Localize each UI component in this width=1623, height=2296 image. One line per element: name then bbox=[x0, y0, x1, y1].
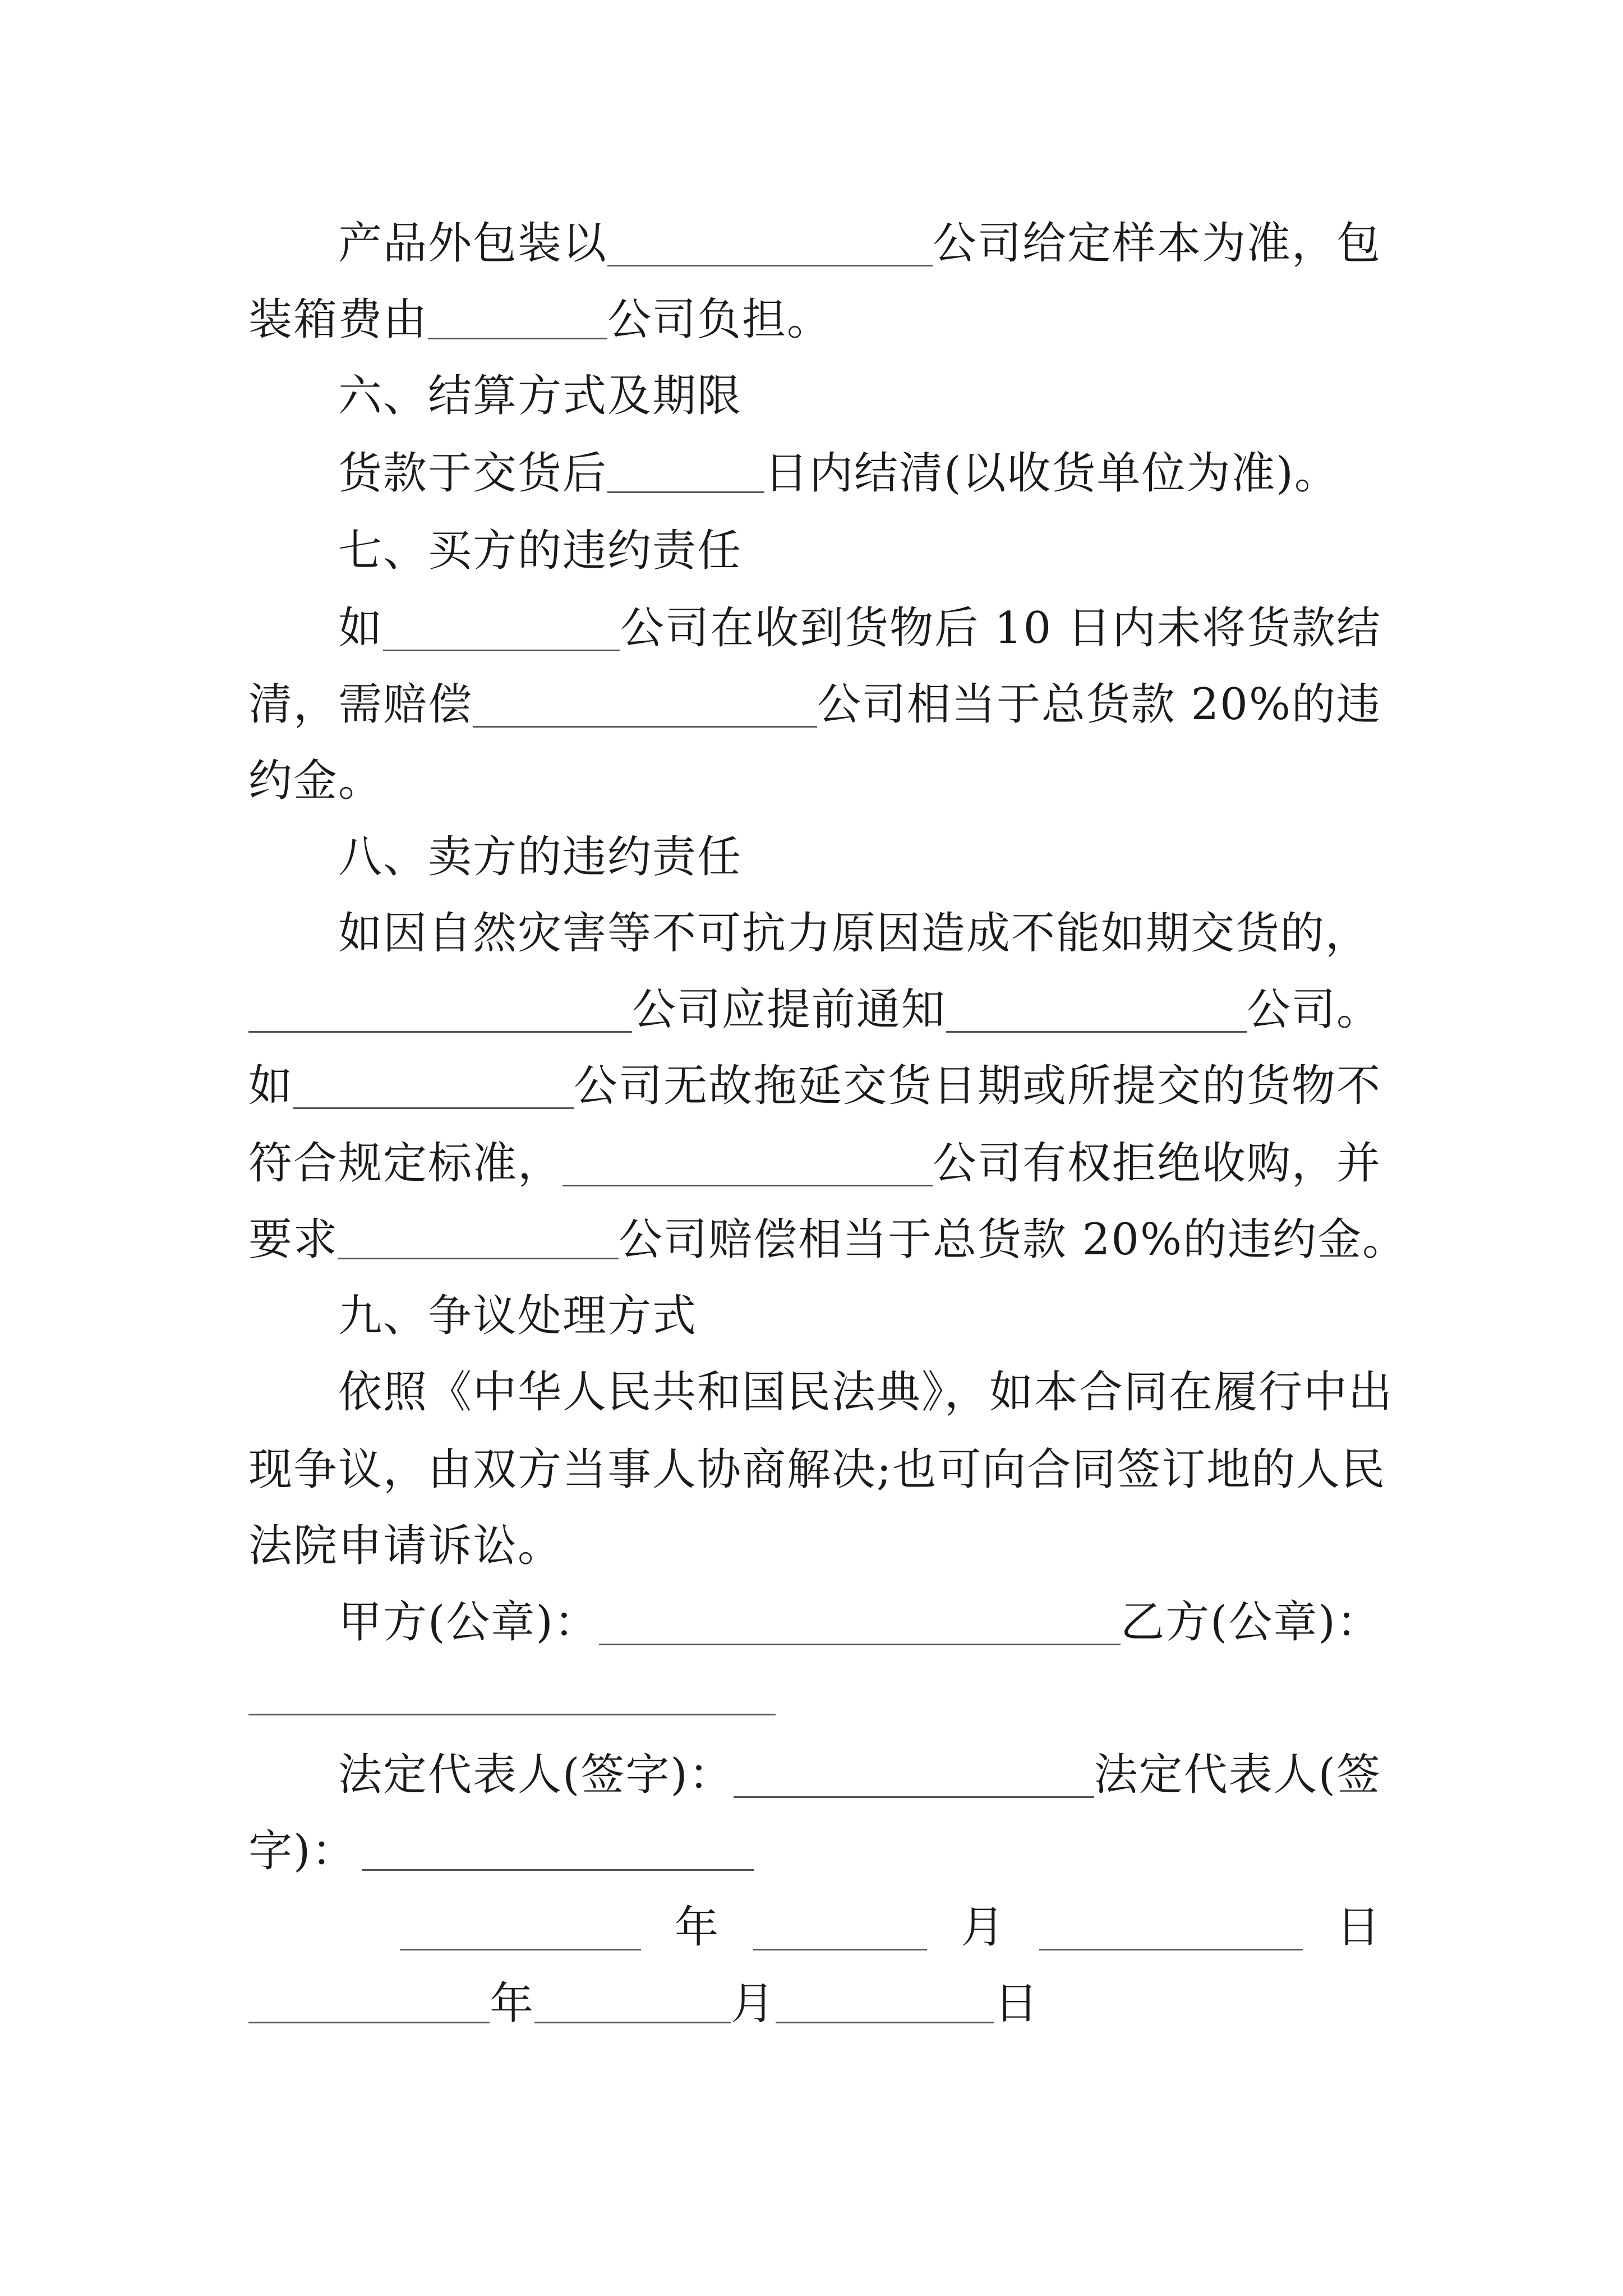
day-blank[interactable] bbox=[1039, 1905, 1303, 1950]
section-heading-dispute bbox=[338, 1277, 1381, 1355]
seller-liability-line-4 bbox=[248, 1124, 1381, 1203]
seller-liability-line-1 bbox=[338, 894, 1381, 973]
day-label: 日 bbox=[1336, 1902, 1381, 1953]
company-blank[interactable] bbox=[248, 987, 632, 1033]
party-a-seal-blank[interactable] bbox=[599, 1600, 1121, 1645]
text: 要求 bbox=[248, 1214, 339, 1265]
heading-text: 六、结算方式及期限 bbox=[338, 371, 743, 421]
year-blank[interactable] bbox=[400, 1905, 641, 1950]
text: 货款于交货后 bbox=[338, 448, 608, 499]
heading-text: 八、卖方的违约责任 bbox=[338, 832, 743, 882]
rep-b-label: 法定代表人(签 bbox=[1094, 1750, 1381, 1800]
seller-liability-line-3 bbox=[248, 1047, 1381, 1125]
day-label: 日 bbox=[994, 1978, 1040, 2029]
day-blank[interactable] bbox=[776, 1978, 994, 2023]
text: 公司赔偿相当于总货款 20%的违约金。 bbox=[619, 1214, 1408, 1265]
seller-liability-line-5 bbox=[248, 1200, 1408, 1279]
text: 清，需赔偿 bbox=[248, 679, 473, 730]
text: 如 bbox=[248, 1061, 294, 1111]
company-blank[interactable] bbox=[383, 606, 620, 651]
party-a-seal-label: 甲方(公章)： bbox=[338, 1597, 599, 1648]
text: 公司。 bbox=[1246, 984, 1381, 1035]
rep-a-label: 法定代表人(签字)： bbox=[338, 1750, 734, 1800]
text: 法院申请诉讼。 bbox=[248, 1521, 563, 1571]
text: 公司在收到货物后 10 日内未将货款结 bbox=[620, 603, 1381, 654]
buyer-liability-line-3 bbox=[248, 742, 1381, 820]
rep-b-signature-blank[interactable] bbox=[362, 1825, 754, 1871]
text: 符合规定标准， bbox=[248, 1138, 563, 1189]
party-b-seal-blank[interactable] bbox=[248, 1714, 776, 1715]
section-heading-buyer-liability bbox=[338, 512, 1381, 590]
text: 依照《中华人民共和国民法典》，如本合同在履行中出 bbox=[338, 1367, 1394, 1418]
dispute-line-1 bbox=[338, 1353, 1394, 1432]
dispute-line-3 bbox=[248, 1507, 1381, 1585]
company-blank[interactable] bbox=[562, 1141, 933, 1186]
days-blank[interactable] bbox=[607, 448, 764, 493]
year-blank[interactable] bbox=[248, 1978, 490, 2023]
party-seal-line bbox=[338, 1583, 1381, 1662]
packaging-clause-line-2 bbox=[248, 280, 1381, 359]
section-heading-seller-liability bbox=[338, 818, 1381, 896]
party-b-seal-label: 乙方(公章)： bbox=[1121, 1597, 1381, 1648]
year-label: 年 bbox=[674, 1902, 720, 1953]
text: 公司有权拒绝收购，并 bbox=[932, 1138, 1381, 1189]
text: 产品外包装以 bbox=[338, 218, 608, 269]
payment-term-line bbox=[338, 434, 1381, 513]
text: 公司给定样本为准，包 bbox=[932, 218, 1381, 269]
date-line-party-b bbox=[248, 1964, 1381, 2043]
text: 公司负担。 bbox=[607, 295, 832, 345]
year-label: 年 bbox=[490, 1978, 535, 2029]
buyer-liability-line-2 bbox=[248, 665, 1381, 744]
text: 公司应提前通知 bbox=[631, 984, 946, 1035]
month-label: 月 bbox=[731, 1978, 776, 2029]
text: 公司无故拖延交货日期或所提交的货物不 bbox=[573, 1061, 1381, 1111]
representative-line-2 bbox=[248, 1812, 1381, 1890]
text: 约金。 bbox=[248, 756, 384, 806]
seller-liability-line-2 bbox=[248, 970, 1381, 1049]
contract-page bbox=[248, 0, 1408, 2296]
company-blank[interactable] bbox=[338, 1214, 619, 1259]
company-blank[interactable] bbox=[293, 1064, 574, 1109]
heading-text: 七、买方的违约责任 bbox=[338, 526, 743, 576]
text: 如 bbox=[338, 603, 384, 654]
text: 装箱费由 bbox=[248, 295, 428, 345]
month-label: 月 bbox=[960, 1902, 1006, 1953]
text: 如因自然灾害等不可抗力原因造成不能如期交货的， bbox=[338, 908, 1371, 959]
dispute-line-2 bbox=[248, 1430, 1386, 1509]
representative-line-1 bbox=[338, 1736, 1381, 1814]
month-blank[interactable] bbox=[753, 1905, 927, 1950]
buyer-liability-line-1 bbox=[338, 589, 1381, 668]
company-blank[interactable] bbox=[946, 987, 1247, 1033]
text: 现争议，由双方当事人协商解决;也可向合同签订地的人民 bbox=[248, 1444, 1386, 1495]
rep-a-signature-blank[interactable] bbox=[734, 1752, 1094, 1798]
section-heading-settlement bbox=[338, 357, 1381, 435]
company-blank[interactable] bbox=[607, 221, 933, 266]
month-blank[interactable] bbox=[534, 1978, 731, 2023]
text: 公司相当于总货款 20%的违 bbox=[817, 679, 1381, 730]
company-blank[interactable] bbox=[473, 682, 817, 728]
date-line-party-a bbox=[400, 1888, 1381, 1967]
company-blank[interactable] bbox=[428, 294, 607, 339]
rep-b-label-cont: 字)： bbox=[248, 1826, 357, 1876]
heading-text: 九、争议处理方式 bbox=[338, 1291, 698, 1341]
text: 日内结清(以收货单位为准)。 bbox=[764, 448, 1339, 499]
packaging-clause-line-1 bbox=[338, 204, 1381, 283]
